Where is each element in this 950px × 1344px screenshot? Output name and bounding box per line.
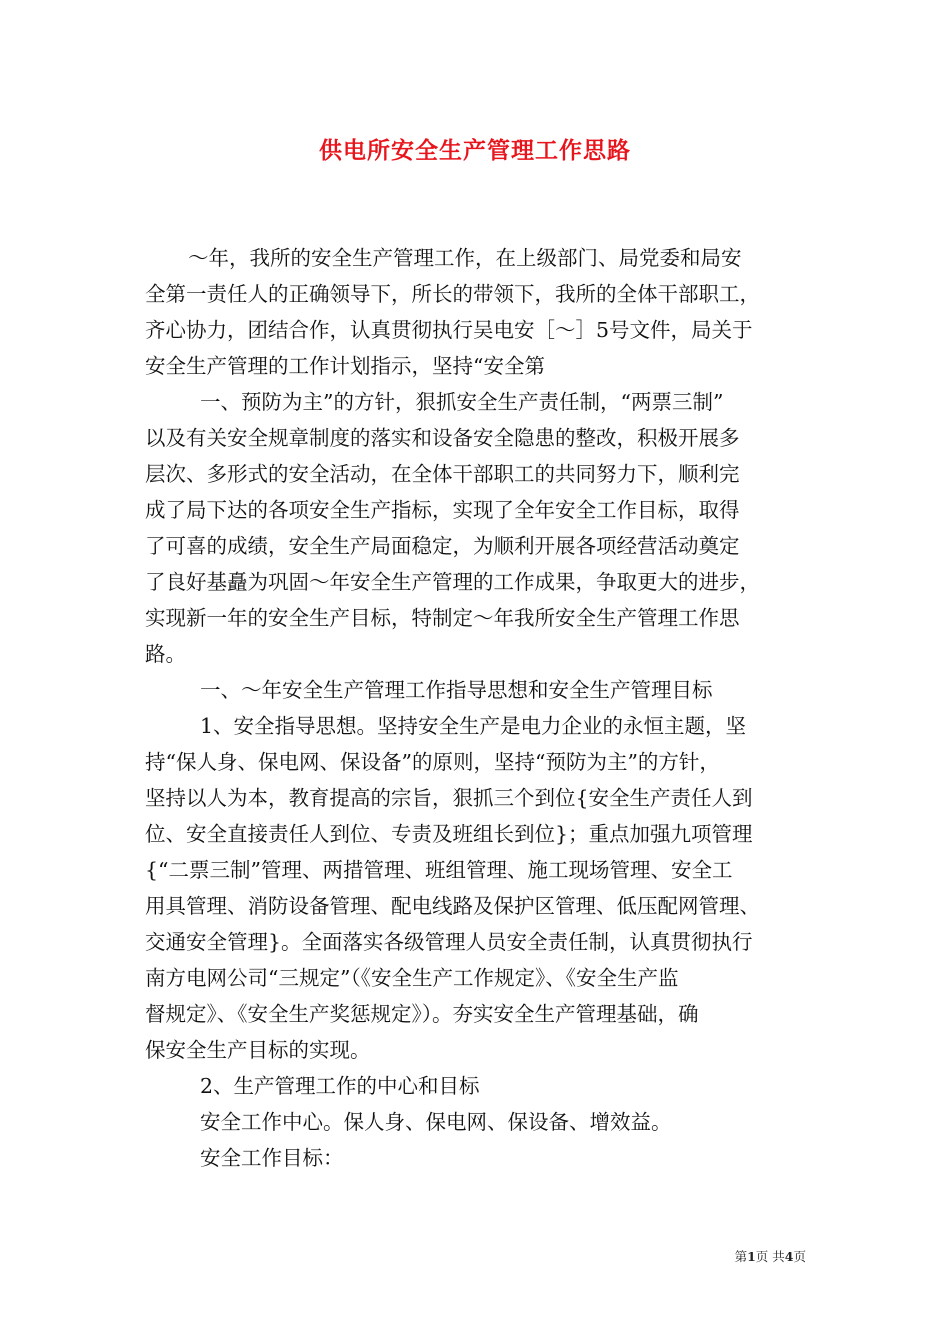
current-page-number: 1 xyxy=(747,1249,756,1264)
subsection-heading: 2、生产管理工作的中心和目标 xyxy=(200,1074,480,1098)
text-line: {“二票三制”管理、两措管理、班组管理、施工现场管理、安全工 xyxy=(145,858,733,882)
text-line: 以及有关安全规章制度的落实和设备安全隐患的整改，积极开展多 xyxy=(145,426,740,450)
text-line: 全第一责任人的正确领导下，所长的带领下，我所的全体干部职工， xyxy=(145,282,760,306)
text-line: 交通安全管理}。全面落实各级管理人员安全责任制，认真贯彻执行 xyxy=(145,930,753,954)
page-title: 供电所安全生产管理工作思路 xyxy=(319,137,631,164)
text-line: 安全工作中心。保人身、保电网、保设备、增效益。 xyxy=(200,1110,672,1134)
text-line: 实现新一年的安全生产目标，特制定～年我所安全生产管理工作思 xyxy=(145,606,740,630)
text-line: 成了局下达的各项安全生产指标，实现了全年安全工作目标，取得 xyxy=(145,498,740,522)
text-line: 坚持以人为本，教育提高的宗旨，狠抓三个到位{安全生产责任人到 xyxy=(145,786,753,810)
footer-prefix: 第 xyxy=(734,1249,748,1264)
text-line: 安全生产管理的工作计划指示，坚持“安全第 xyxy=(145,354,545,378)
text-line: 安全工作目标： xyxy=(200,1146,344,1170)
text-line: 层次、多形式的安全活动，在全体干部职工的共同努力下，顺利完 xyxy=(145,462,740,486)
text-line: 一、预防为主”的方针，狠抓安全生产责任制，“两票三制” xyxy=(200,390,724,414)
text-line: 位、安全直接责任人到位、专责及班组长到位}；重点加强九项管理 xyxy=(145,822,753,846)
text-line: 南方电网公司“三规定”（《安全生产工作规定》、《安全生产监 xyxy=(145,966,679,990)
subsection-heading: 1、安全指导思想。坚持安全生产是电力企业的永恒主题，坚 xyxy=(200,714,747,738)
section-heading: 一、～年安全生产管理工作指导思想和安全生产管理目标 xyxy=(200,678,713,702)
text-line: 齐心协力，团结合作，认真贯彻执行吴电安［～］5号文件，局关于 xyxy=(145,318,753,342)
page-footer xyxy=(0,1247,806,1265)
total-page-number: 4 xyxy=(784,1249,794,1264)
text-line: 了良好基矗为巩固～年安全生产管理的工作成果，争取更大的进步， xyxy=(145,570,760,594)
text-line: 督规定》、《安全生产奖惩规定》）。夯实安全生产管理基础，确 xyxy=(145,1002,699,1026)
footer-suffix: 页 xyxy=(793,1249,806,1264)
text-line: 保安全生产目标的实现。 xyxy=(145,1038,371,1062)
footer-middle: 页 共 xyxy=(755,1249,785,1264)
text-line: 路。 xyxy=(145,642,186,666)
text-line: ～年，我所的安全生产管理工作，在上级部门、局党委和局安 xyxy=(188,246,742,270)
text-line: 用具管理、消防设备管理、配电线路及保护区管理、低压配网管理、 xyxy=(145,894,760,918)
text-line: 持“保人身、保电网、保设备”的原则，坚持“预防为主”的方针， xyxy=(145,750,720,774)
text-line: 了可喜的成绩，安全生产局面稳定，为顺利开展各项经营活动奠定 xyxy=(145,534,740,558)
